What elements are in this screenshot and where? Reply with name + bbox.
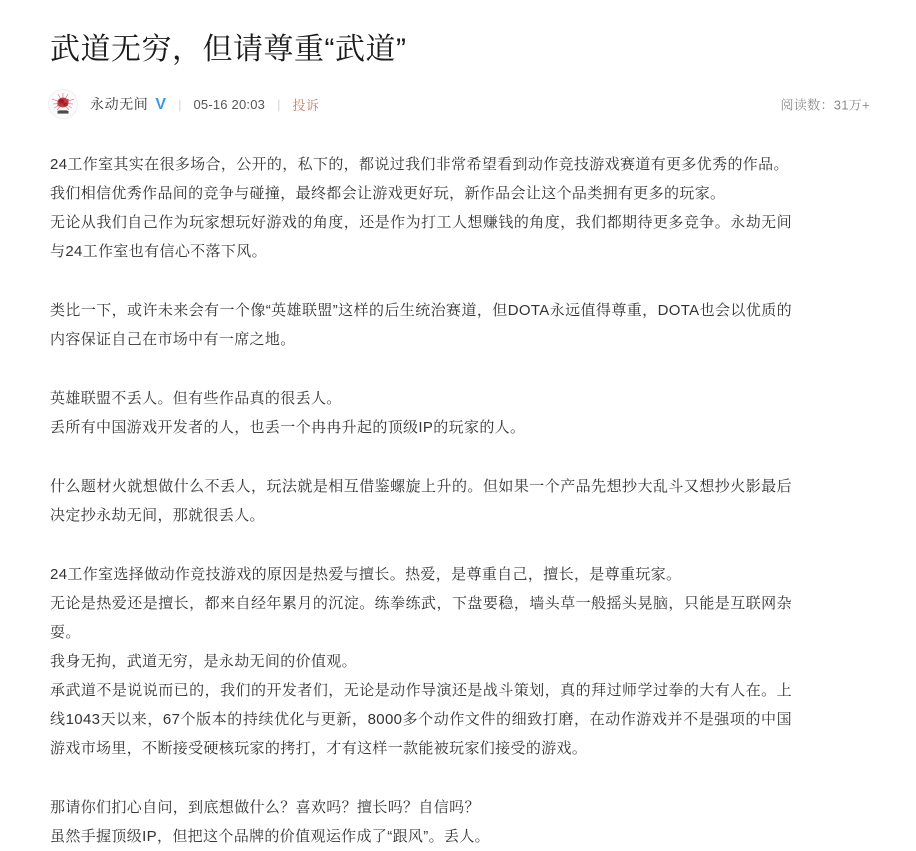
paragraph-block <box>50 384 792 442</box>
avatar[interactable] <box>48 89 78 119</box>
paragraph-block <box>50 150 792 266</box>
author-name[interactable]: 永动无间 <box>90 96 149 112</box>
paragraph-line: 我们相信优秀作品间的竞争与碰撞，最终都会让游戏更好玩，新作品会让这个品类拥有更多的玩家。 <box>50 185 726 202</box>
byline <box>0 86 916 122</box>
naraka-logo-avatar-icon <box>49 90 77 118</box>
byline-separator-2: | <box>277 96 281 112</box>
paragraph-block <box>50 472 792 530</box>
paragraph-line: 我身无拘，武道无穷，是永劫无间的价值观。 <box>50 653 358 670</box>
paragraph-line: 什么题材火就想做什么不丢人，玩法就是相互借鉴螺旋上升的。但如果一个产品先想抄大乱斗又想抄火影最后决定抄永劫无间，那就很丢人。 <box>50 478 792 524</box>
paragraph-block <box>50 793 792 851</box>
paragraph-line: 24工作室其实在很多场合，公开的，私下的，都说过我们非常希望看到动作竞技游戏赛道有更多优秀的作品。 <box>50 156 789 173</box>
byline-separator-1: | <box>178 96 182 112</box>
paragraph-block <box>50 296 792 354</box>
article-body <box>0 150 916 851</box>
paragraph-line: 丢所有中国游戏开发者的人，也丢一个冉冉升起的顶级IP的玩家的人。 <box>50 419 526 436</box>
report-link[interactable]: 投诉 <box>292 97 320 113</box>
paragraph-line: 英雄联盟不丢人。但有些作品真的很丢人。 <box>50 390 342 407</box>
verified-badge-icon: V <box>155 96 167 113</box>
paragraph-line: 类比一下，或许未来会有一个像“英雄联盟”这样的后生统治赛道，但DOTA永远值得尊重，DOTA也会以优质的内容保证自己在市场中有一席之地。 <box>50 302 792 348</box>
paragraph-line: 承武道不是说说而已的，我们的开发者们，无论是动作导演还是战斗策划，真的拜过师学过拳的大有人在。上线1043天以来，67个版本的持续优化与更新，8000多个动作文件的细致打磨，在动作游戏并不是强项的中国游戏市场里，不断接受硬核玩家的拷打，才有这样一款能被玩家们接受的游戏。 <box>50 682 792 757</box>
page-title: 武道无穷，但请尊重“武道” <box>50 33 407 66</box>
read-count: 阅读数：31万+ <box>780 97 870 113</box>
publish-date: 05-16 20:03 <box>193 96 266 112</box>
paragraph-line: 无论是热爱还是擅长，都来自经年累月的沉淀。练拳练武，下盘要稳，墙头草一般摇头晃脑，只能是互联网杂耍。 <box>50 595 792 641</box>
paragraph-block <box>50 560 792 763</box>
paragraph-line: 虽然手握顶级IP，但把这个品牌的价值观运作成了“跟风”。丢人。 <box>50 828 491 845</box>
paragraph-line: 24工作室选择做动作竞技游戏的原因是热爱与擅长。热爱，是尊重自己，擅长，是尊重玩家。 <box>50 566 682 583</box>
paragraph-line: 无论从我们自己作为玩家想玩好游戏的角度，还是作为打工人想赚钱的角度，我们都期待更多竞争。永劫无间与24工作室也有信心不落下风。 <box>50 214 792 260</box>
paragraph-line: 那请你们扪心自问，到底想做什么？喜欢吗？擅长吗？自信吗？ <box>50 799 480 816</box>
